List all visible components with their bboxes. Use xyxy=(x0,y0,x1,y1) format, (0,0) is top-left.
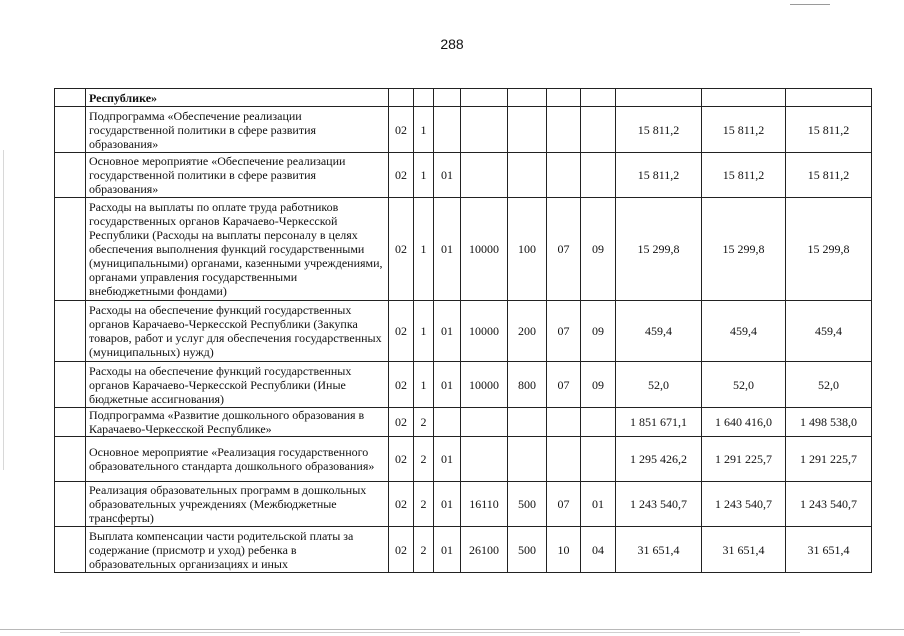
code-cell: 800 xyxy=(508,362,547,408)
code-cell xyxy=(547,153,581,198)
code-cell xyxy=(389,89,414,107)
code-cell: 10000 xyxy=(461,198,508,301)
code-cell: 100 xyxy=(508,198,547,301)
code-cell: 01 xyxy=(434,153,461,198)
code-cell: 02 xyxy=(389,153,414,198)
code-cell: 02 xyxy=(389,107,414,153)
code-cell: 02 xyxy=(389,482,414,527)
amount-cell: 15 811,2 xyxy=(786,153,872,198)
code-cell: 2 xyxy=(414,527,434,573)
code-cell: 01 xyxy=(434,527,461,573)
code-cell: 500 xyxy=(508,482,547,527)
amount-cell: 15 299,8 xyxy=(616,198,702,301)
table-row xyxy=(55,153,872,198)
left-edge-shadow xyxy=(3,150,4,470)
amount-cell: 1 243 540,7 xyxy=(702,482,786,527)
blank-cell xyxy=(55,362,86,408)
amount-cell: 15 811,2 xyxy=(702,153,786,198)
code-cell: 09 xyxy=(581,362,616,408)
blank-cell xyxy=(55,198,86,301)
code-cell: 2 xyxy=(414,437,434,482)
code-cell: 2 xyxy=(414,482,434,527)
code-cell xyxy=(414,89,434,107)
blank-cell xyxy=(55,89,86,107)
row-name-cell: Подпрограмма «Обеспечение реализации государственной политики в сфере развития образования» xyxy=(86,107,389,153)
row-name-cell: Основное мероприятие «Реализация государственного образовательного стандарта дошкольного образования» xyxy=(86,437,389,482)
budget-table xyxy=(54,88,872,573)
row-name-cell: Расходы на выплаты по оплате труда работников государственных органов Карачаево-Черкесской Республики (Расходы на выплаты персоналу в целях обеспечения выполнения функций государственными (муниципальными) органами, казенными учреждениями, органами управления государственными внебюджетными фондами) xyxy=(86,198,389,301)
code-cell: 04 xyxy=(581,527,616,573)
code-cell xyxy=(547,107,581,153)
code-cell: 01 xyxy=(434,482,461,527)
code-cell: 1 xyxy=(414,198,434,301)
code-cell xyxy=(547,437,581,482)
page-number: 288 xyxy=(440,36,464,52)
amount-cell: 459,4 xyxy=(786,301,872,362)
blank-cell xyxy=(55,153,86,198)
table-row xyxy=(55,527,872,573)
code-cell: 02 xyxy=(389,527,414,573)
row-name-cell: Расходы на обеспечение функций государственных органов Карачаево-Черкесской Республики (Закупка товаров, работ и услуг для обеспечения государственных (муниципальных) нужд) xyxy=(86,301,389,362)
amount-cell: 1 640 416,0 xyxy=(702,408,786,437)
amount-cell: 52,0 xyxy=(702,362,786,408)
code-cell xyxy=(434,408,461,437)
row-name-cell: Подпрограмма «Развитие дошкольного образования в Карачаево-Черкесской Республике» xyxy=(86,408,389,437)
code-cell xyxy=(508,153,547,198)
code-cell: 01 xyxy=(434,437,461,482)
amount-cell: 31 651,4 xyxy=(786,527,872,573)
code-cell: 10 xyxy=(547,527,581,573)
code-cell: 09 xyxy=(581,198,616,301)
row-name-cell: Расходы на обеспечение функций государственных органов Карачаево-Черкесской Республики (Иные бюджетные ассигнования) xyxy=(86,362,389,408)
code-cell: 1 xyxy=(414,153,434,198)
code-cell xyxy=(547,89,581,107)
amount-cell: 1 243 540,7 xyxy=(616,482,702,527)
code-cell: 01 xyxy=(434,301,461,362)
row-name-cell: Республике» xyxy=(86,89,389,107)
code-cell: 07 xyxy=(547,362,581,408)
code-cell xyxy=(461,437,508,482)
table-row xyxy=(55,198,872,301)
amount-cell: 459,4 xyxy=(616,301,702,362)
amount-cell: 15 811,2 xyxy=(702,107,786,153)
code-cell: 1 xyxy=(414,362,434,408)
code-cell: 07 xyxy=(547,301,581,362)
code-cell xyxy=(461,107,508,153)
bottom-edge-line-2 xyxy=(60,632,800,633)
row-name-cell: Реализация образовательных программ в дошкольных образовательных учреждениях (Межбюджетные трансферты) xyxy=(86,482,389,527)
amount-cell: 31 651,4 xyxy=(616,527,702,573)
amount-cell: 15 299,8 xyxy=(786,198,872,301)
code-cell: 02 xyxy=(389,301,414,362)
row-name-cell: Основное мероприятие «Обеспечение реализации государственной политики в сфере развития образования» xyxy=(86,153,389,198)
amount-cell: 1 851 671,1 xyxy=(616,408,702,437)
amount-cell xyxy=(786,89,872,107)
code-cell xyxy=(581,107,616,153)
code-cell: 02 xyxy=(389,198,414,301)
code-cell xyxy=(508,89,547,107)
amount-cell: 15 811,2 xyxy=(616,153,702,198)
code-cell: 01 xyxy=(434,362,461,408)
code-cell xyxy=(508,107,547,153)
code-cell: 10000 xyxy=(461,362,508,408)
bottom-edge-line xyxy=(0,629,904,630)
code-cell: 01 xyxy=(581,482,616,527)
blank-cell xyxy=(55,482,86,527)
code-cell xyxy=(581,89,616,107)
table-row xyxy=(55,408,872,437)
code-cell xyxy=(461,408,508,437)
amount-cell: 1 291 225,7 xyxy=(786,437,872,482)
amount-cell xyxy=(702,89,786,107)
amount-cell: 1 243 540,7 xyxy=(786,482,872,527)
table-row xyxy=(55,437,872,482)
blank-cell xyxy=(55,301,86,362)
amount-cell: 52,0 xyxy=(616,362,702,408)
table-row xyxy=(55,107,872,153)
code-cell xyxy=(461,153,508,198)
amount-cell: 52,0 xyxy=(786,362,872,408)
code-cell: 2 xyxy=(414,408,434,437)
code-cell: 500 xyxy=(508,527,547,573)
amount-cell: 1 498 538,0 xyxy=(786,408,872,437)
code-cell xyxy=(508,437,547,482)
code-cell: 07 xyxy=(547,482,581,527)
code-cell xyxy=(581,408,616,437)
code-cell xyxy=(581,437,616,482)
code-cell: 1 xyxy=(414,301,434,362)
code-cell xyxy=(508,408,547,437)
code-cell: 01 xyxy=(434,198,461,301)
code-cell: 16110 xyxy=(461,482,508,527)
code-cell xyxy=(461,89,508,107)
amount-cell: 15 299,8 xyxy=(702,198,786,301)
code-cell: 02 xyxy=(389,437,414,482)
amount-cell: 15 811,2 xyxy=(616,107,702,153)
code-cell: 26100 xyxy=(461,527,508,573)
code-cell xyxy=(547,408,581,437)
top-edge-line xyxy=(790,4,830,5)
amount-cell: 459,4 xyxy=(702,301,786,362)
code-cell xyxy=(581,153,616,198)
blank-cell xyxy=(55,408,86,437)
code-cell xyxy=(434,89,461,107)
blank-cell xyxy=(55,437,86,482)
table-row xyxy=(55,89,872,107)
code-cell: 07 xyxy=(547,198,581,301)
amount-cell: 1 295 426,2 xyxy=(616,437,702,482)
code-cell xyxy=(434,107,461,153)
blank-cell xyxy=(55,527,86,573)
code-cell: 02 xyxy=(389,362,414,408)
code-cell: 200 xyxy=(508,301,547,362)
row-name-cell: Выплата компенсации части родительской платы за содержание (присмотр и уход) ребенка в образовательных организациях и иных xyxy=(86,527,389,573)
amount-cell: 15 811,2 xyxy=(786,107,872,153)
code-cell: 10000 xyxy=(461,301,508,362)
amount-cell xyxy=(616,89,702,107)
table-row xyxy=(55,301,872,362)
amount-cell: 31 651,4 xyxy=(702,527,786,573)
code-cell: 02 xyxy=(389,408,414,437)
blank-cell xyxy=(55,107,86,153)
table-row xyxy=(55,362,872,408)
table-row xyxy=(55,482,872,527)
code-cell: 09 xyxy=(581,301,616,362)
amount-cell: 1 291 225,7 xyxy=(702,437,786,482)
code-cell: 1 xyxy=(414,107,434,153)
